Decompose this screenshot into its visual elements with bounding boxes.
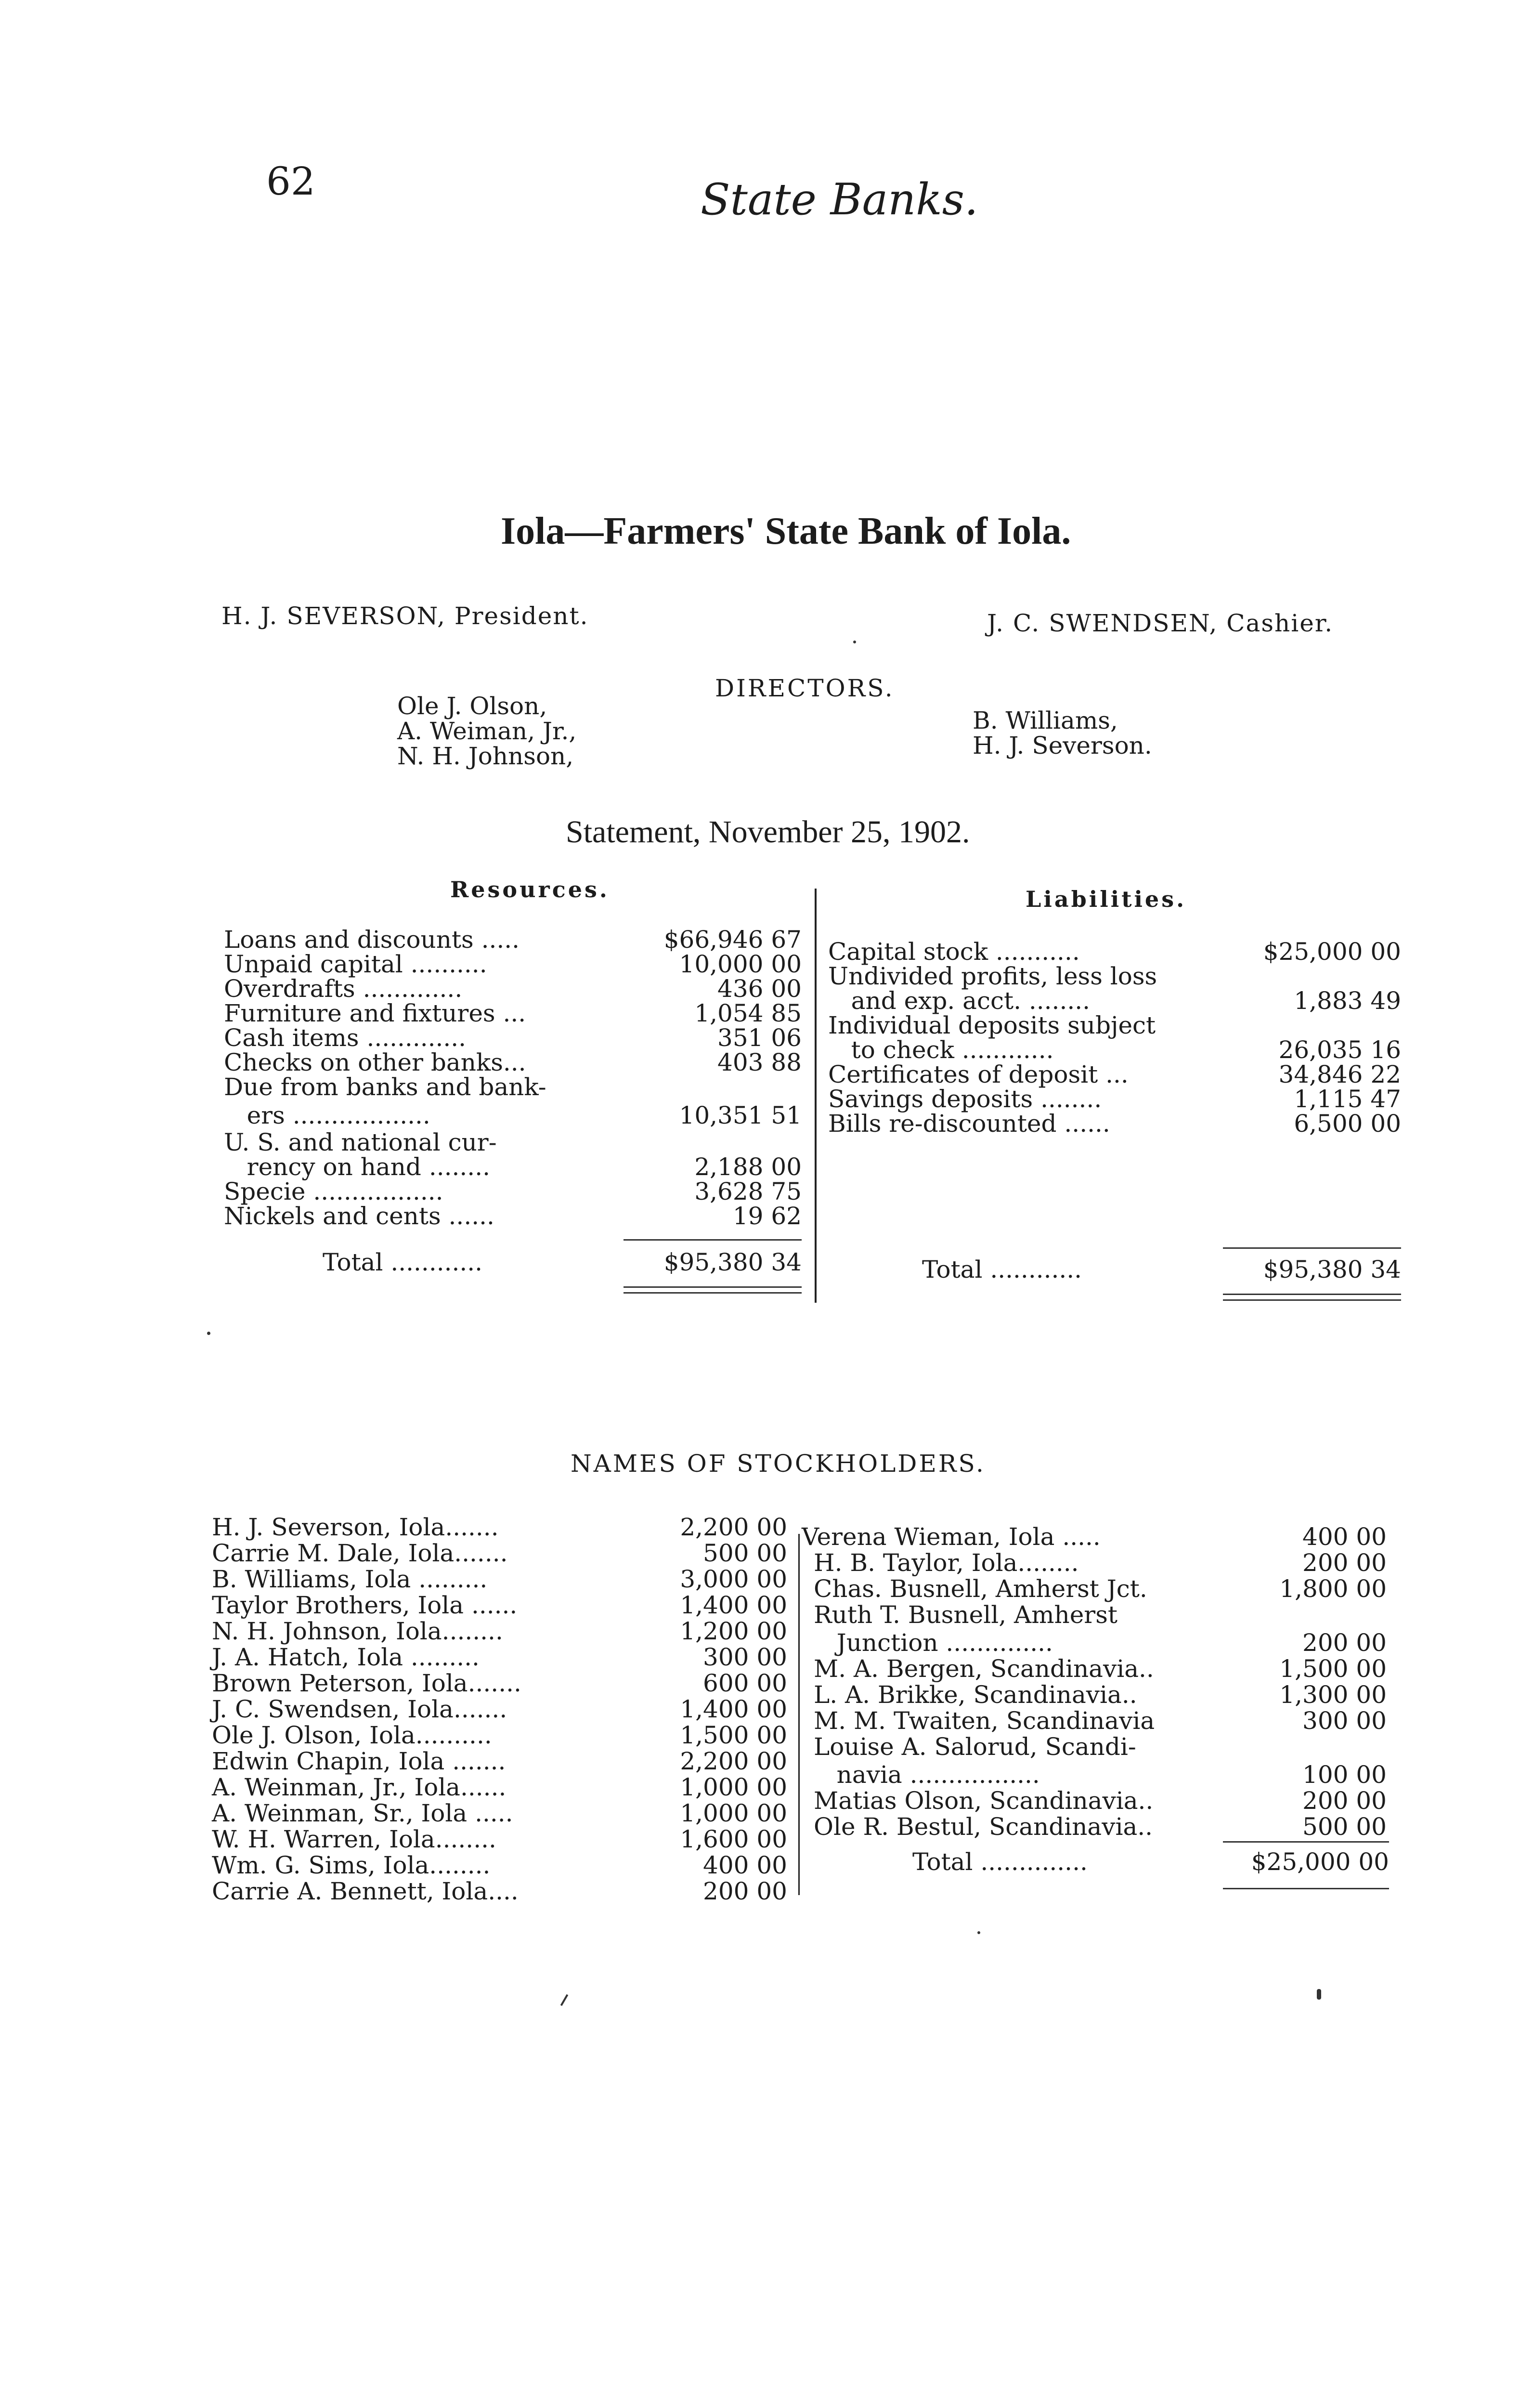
bank-title: Iola—Farmers' State Bank of Iola. (501, 510, 1071, 552)
resource-amount: 10,351 51 (679, 1101, 802, 1129)
stockholder-name: H. B. Taylor, Iola........ (814, 1549, 1079, 1577)
stockholder-amount: 1,500 00 (680, 1721, 787, 1749)
table-row (224, 1001, 802, 1026)
double-rule (624, 1292, 802, 1294)
total-label: Total .............. (912, 1848, 1088, 1876)
stockholder-amount: 1,600 00 (680, 1825, 787, 1853)
stockholder-amount: 1,800 00 (1279, 1575, 1387, 1603)
stockholder-name: M. M. Twaiten, Scandinavia (814, 1707, 1155, 1735)
resource-label: Nickels and cents ...... (224, 1202, 494, 1230)
liability-amount: 26,035 16 (1278, 1036, 1401, 1064)
stockholder-amount: 1,400 00 (680, 1695, 787, 1723)
directors-heading: DIRECTORS. (715, 674, 895, 702)
liabilities-total-row (922, 1257, 1401, 1282)
column-divider (815, 889, 817, 1303)
list-item (212, 1593, 787, 1618)
stockholder-name: Edwin Chapin, Iola ....... (212, 1747, 506, 1775)
table-row (828, 1037, 1401, 1062)
stockholder-amount: 500 00 (703, 1539, 787, 1567)
list-item (802, 1524, 1387, 1549)
table-row (224, 1179, 802, 1204)
liabilities-heading: Liabilities. (1026, 886, 1187, 912)
list-item (212, 1645, 787, 1670)
table-row (224, 1025, 802, 1050)
stockholder-amount: 200 00 (703, 1877, 787, 1905)
liability-label: and exp. acct. ........ (828, 987, 1091, 1015)
stockholder-amount: 300 00 (1302, 1707, 1387, 1735)
resource-label: Loans and discounts ..... (224, 926, 520, 954)
list-item (814, 1656, 1387, 1681)
list-item (814, 1630, 1387, 1655)
stockholder-name: Brown Peterson, Iola....... (212, 1669, 521, 1697)
page-number: 62 (266, 159, 315, 204)
list-item (212, 1775, 787, 1800)
list-item (814, 1682, 1387, 1707)
stockholder-name: Taylor Brothers, Iola ...... (212, 1591, 518, 1619)
list-item (814, 1788, 1387, 1813)
list-item (814, 1550, 1387, 1575)
stockholder-name: Ole R. Bestul, Scandinavia.. (814, 1813, 1153, 1841)
stockholder-name: Louise A. Salorud, Scandi- (814, 1733, 1136, 1761)
director-name: N. H. Johnson, (397, 742, 574, 770)
stockholder-amount: 1,000 00 (680, 1799, 787, 1827)
statement-title: Statement, November 25, 1902. (566, 814, 970, 850)
list-item (212, 1749, 787, 1774)
table-row (828, 1086, 1401, 1112)
table-row (224, 1130, 802, 1155)
list-item (212, 1515, 787, 1540)
stockholders-total-row (912, 1849, 1389, 1874)
total-amount: $95,380 34 (663, 1248, 802, 1276)
total-amount: $25,000 00 (1251, 1848, 1389, 1876)
table-row (224, 927, 802, 952)
director-name: A. Weiman, Jr., (397, 717, 577, 745)
directors-left-list (397, 694, 576, 769)
list-item (212, 1541, 787, 1566)
list-item (814, 1708, 1387, 1733)
double-rule (1223, 1299, 1401, 1301)
stockholder-name: J. A. Hatch, Iola ......... (212, 1643, 480, 1671)
stockholder-name: Matias Olson, Scandinavia.. (814, 1787, 1154, 1815)
stockholder-name: Carrie M. Dale, Iola....... (212, 1539, 508, 1567)
table-row (828, 964, 1401, 989)
table-row (828, 988, 1401, 1013)
resource-label: ers .................. (224, 1101, 430, 1129)
liability-amount: 34,846 22 (1278, 1060, 1401, 1088)
double-rule (624, 1286, 802, 1288)
resource-label: Cash items ............. (224, 1024, 467, 1052)
stockholder-name: N. H. Johnson, Iola........ (212, 1617, 503, 1645)
liability-amount: 1,883 49 (1294, 987, 1401, 1015)
stockholder-amount: 200 00 (1302, 1549, 1387, 1577)
liability-label: Bills re-discounted ...... (828, 1110, 1110, 1138)
directors-right-list (973, 708, 1152, 758)
stockholder-amount: 2,200 00 (680, 1513, 787, 1541)
resource-amount: 2,188 00 (694, 1153, 802, 1181)
resource-label: rency on hand ........ (224, 1153, 490, 1181)
liability-label: Capital stock ........... (828, 938, 1080, 966)
stockholder-name: Ole J. Olson, Iola.......... (212, 1721, 492, 1749)
liability-label: Individual deposits subject (828, 1011, 1156, 1039)
running-head: State Banks. (701, 174, 978, 225)
resource-amount: 3,628 75 (694, 1178, 802, 1205)
stockholder-name: Chas. Busnell, Amherst Jct. (814, 1575, 1147, 1603)
president-line: H. J. SEVERSON, President. (221, 602, 589, 630)
stockholder-name: Verena Wieman, Iola ..... (802, 1523, 1101, 1551)
resources-total-row (323, 1250, 802, 1275)
stockholder-amount: 1,000 00 (680, 1773, 787, 1801)
stockholder-amount: 500 00 (1302, 1813, 1387, 1841)
stockholder-amount: 2,200 00 (680, 1747, 787, 1775)
list-item (212, 1723, 787, 1748)
print-speck (207, 1332, 210, 1335)
table-row (224, 952, 802, 977)
resource-label: Checks on other banks... (224, 1048, 526, 1076)
list-item (212, 1671, 787, 1696)
resource-amount: 403 88 (717, 1048, 802, 1076)
stockholder-name: A. Weinman, Sr., Iola ..... (212, 1799, 513, 1827)
stockholder-name: A. Weinman, Jr., Iola...... (212, 1773, 507, 1801)
stockholder-amount: 200 00 (1302, 1629, 1387, 1657)
liability-label: Savings deposits ........ (828, 1085, 1102, 1113)
stockholder-amount: 1,500 00 (1279, 1655, 1387, 1683)
stockholder-amount: 1,200 00 (680, 1617, 787, 1645)
list-item (212, 1697, 787, 1722)
liability-amount: 6,500 00 (1294, 1110, 1401, 1138)
print-speck (1317, 1989, 1321, 2000)
resource-label: Specie ................. (224, 1178, 443, 1205)
table-row (224, 1204, 802, 1229)
table-row (224, 976, 802, 1001)
director-name: Ole J. Olson, (397, 692, 547, 720)
stockholder-amount: 3,000 00 (680, 1565, 787, 1593)
director-name: B. Williams, (973, 707, 1118, 734)
stockholder-name: Wm. G. Sims, Iola........ (212, 1851, 491, 1879)
total-rule (624, 1239, 802, 1241)
table-row (828, 939, 1401, 964)
list-item (212, 1827, 787, 1852)
resource-amount: 351 06 (717, 1024, 802, 1052)
stockholder-name: B. Williams, Iola ......... (212, 1565, 488, 1593)
list-item (814, 1602, 1387, 1627)
resource-label: Overdrafts ............. (224, 975, 463, 1003)
stockholder-amount: 1,300 00 (1279, 1681, 1387, 1709)
resource-amount: 1,054 85 (694, 999, 802, 1027)
print-speck (853, 641, 856, 643)
total-rule (1223, 1247, 1401, 1249)
list-item (212, 1853, 787, 1878)
liability-amount: 1,115 47 (1294, 1085, 1401, 1113)
total-label: Total ............ (922, 1256, 1082, 1283)
table-row (224, 1103, 802, 1128)
table-row (828, 1013, 1401, 1038)
cashier-line: J. C. SWENDSEN, Cashier. (987, 609, 1334, 637)
total-rule (1223, 1841, 1389, 1843)
print-speck (977, 1931, 980, 1934)
stockholder-name: J. C. Swendsen, Iola....... (212, 1695, 507, 1723)
liability-label: to check ............ (828, 1036, 1054, 1064)
stockholder-name: Carrie A. Bennett, Iola.... (212, 1877, 519, 1905)
table-row (828, 1062, 1401, 1087)
resource-label: Due from banks and bank- (224, 1073, 546, 1101)
resource-amount: 436 00 (717, 975, 802, 1003)
stockholder-amount: 400 00 (1302, 1523, 1387, 1551)
list-item (212, 1801, 787, 1826)
list-item (814, 1734, 1387, 1759)
director-name: H. J. Severson. (973, 732, 1152, 759)
stockholder-name: navia ................. (814, 1761, 1040, 1789)
stockholders-divider (798, 1534, 800, 1895)
double-rule (1223, 1294, 1401, 1295)
stockholder-name: Junction .............. (814, 1629, 1053, 1657)
stockholder-name: M. A. Bergen, Scandinavia.. (814, 1655, 1154, 1683)
resource-amount: 19 62 (732, 1202, 802, 1230)
table-row (828, 1111, 1401, 1136)
resource-amount: $66,946 67 (663, 926, 802, 954)
stockholder-name: L. A. Brikke, Scandinavia.. (814, 1681, 1137, 1709)
resource-label: Furniture and fixtures ... (224, 999, 526, 1027)
list-item (814, 1762, 1387, 1787)
liability-amount: $25,000 00 (1263, 938, 1401, 966)
total-label: Total ............ (323, 1248, 483, 1276)
stockholder-amount: 400 00 (703, 1851, 787, 1879)
total-amount: $95,380 34 (1263, 1256, 1401, 1283)
list-item (212, 1619, 787, 1644)
list-item (212, 1879, 787, 1904)
table-row (224, 1154, 802, 1179)
list-item (814, 1814, 1387, 1839)
table-row (224, 1074, 802, 1099)
stockholder-name: Ruth T. Busnell, Amherst (814, 1601, 1117, 1629)
list-item (212, 1567, 787, 1592)
stockholder-amount: 300 00 (703, 1643, 787, 1671)
list-item (814, 1576, 1387, 1601)
stockholder-amount: 1,400 00 (680, 1591, 787, 1619)
print-speck (560, 1994, 568, 2006)
double-rule (1223, 1888, 1389, 1889)
stockholder-amount: 100 00 (1302, 1761, 1387, 1789)
stockholder-name: W. H. Warren, Iola........ (212, 1825, 496, 1853)
liability-label: Certificates of deposit ... (828, 1060, 1129, 1088)
stockholders-heading: NAMES OF STOCKHOLDERS. (571, 1450, 986, 1478)
stockholder-amount: 200 00 (1302, 1787, 1387, 1815)
resources-heading: Resources. (450, 877, 610, 903)
liability-label: Undivided profits, less loss (828, 962, 1157, 990)
resource-label: Unpaid capital .......... (224, 950, 487, 978)
stockholder-name: H. J. Severson, Iola....... (212, 1513, 499, 1541)
table-row (224, 1050, 802, 1075)
stockholder-amount: 600 00 (703, 1669, 787, 1697)
resource-label: U. S. and national cur- (224, 1128, 497, 1156)
resource-amount: 10,000 00 (679, 950, 802, 978)
